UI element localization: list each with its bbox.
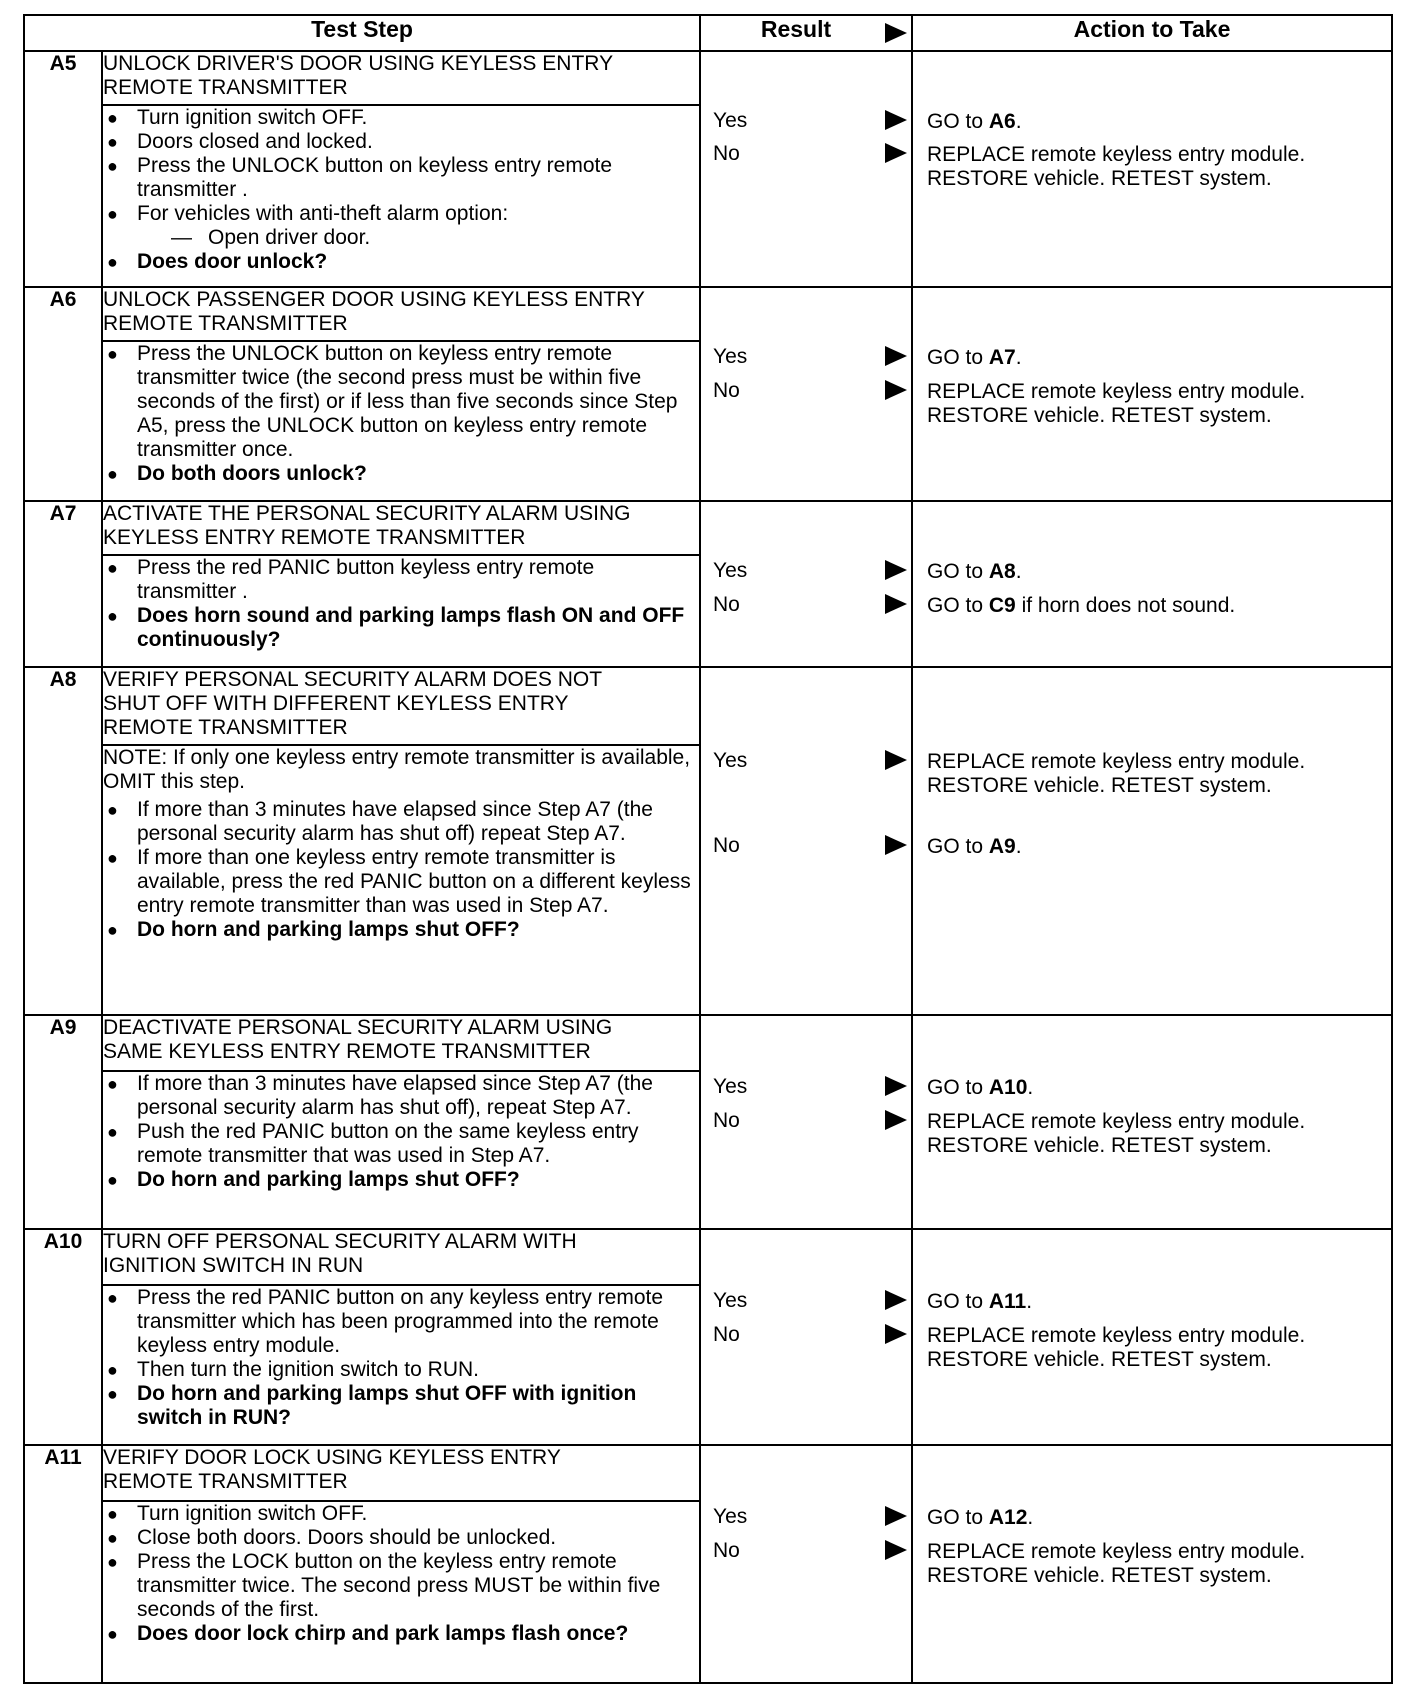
step-title <box>102 1445 700 1501</box>
arrow-right-icon <box>885 835 907 855</box>
arrow-right-icon <box>885 750 907 770</box>
step-title <box>102 1229 700 1285</box>
step-id: A5 <box>24 51 102 287</box>
action-text: GO to <box>927 594 989 617</box>
bullet-item: ● Press the red PANIC button on any keyless entry remote transmitter which has been programmed into the remote keyless entry module. <box>103 1286 699 1358</box>
action-text: . <box>1015 835 1022 858</box>
result-no <box>701 141 911 169</box>
result-no <box>701 378 911 406</box>
step-title-line: ACTIVATE THE PERSONAL SECURITY ALARM USING <box>103 502 631 525</box>
arrow-right-icon <box>885 346 907 366</box>
action-no: REPLACE remote keyless entry module. RESTORE vehicle. RETEST system. <box>927 1324 1306 1371</box>
result-no <box>701 1322 911 1350</box>
diagnostic-table <box>23 14 1393 1684</box>
action-text: GO to <box>927 835 989 858</box>
step-reference: A8 <box>988 560 1016 583</box>
step-body <box>102 745 700 1015</box>
action-text: . <box>1026 1290 1033 1313</box>
step-reference: A6 <box>988 110 1016 133</box>
action-text: . <box>1027 1506 1034 1529</box>
action-yes <box>927 560 1381 584</box>
bullet-question: ● Do both doors unlock? <box>103 462 699 486</box>
result-no-label: No <box>713 1323 740 1346</box>
result-no <box>701 1538 911 1566</box>
arrow-right-icon <box>885 110 907 130</box>
result-cell <box>700 1015 912 1229</box>
sub-item: — Open driver door. <box>137 226 699 250</box>
arrow-right-icon <box>885 1540 907 1560</box>
result-cell <box>700 667 912 1015</box>
result-yes <box>701 108 911 136</box>
bullet-question: ● Does door unlock? <box>103 250 699 274</box>
step-title-line: IGNITION SWITCH IN RUN <box>103 1254 364 1277</box>
step-a9-title-row <box>24 1015 1392 1071</box>
action-yes <box>927 346 1381 370</box>
step-title-line: KEYLESS ENTRY REMOTE TRANSMITTER <box>103 526 526 549</box>
bullet-question: ● Do horn and parking lamps shut OFF? <box>103 1168 699 1192</box>
bullet-text: For vehicles with anti-theft alarm option: <box>137 202 509 225</box>
step-reference: A9 <box>988 835 1016 858</box>
action-no: REPLACE remote keyless entry module. RESTORE vehicle. RETEST system. <box>927 380 1306 427</box>
result-no <box>701 833 911 861</box>
action-cell <box>912 501 1392 667</box>
bullet-item: ● If more than one keyless entry remote transmitter is available, press the red PANIC button on a different keyless entry remote transmitter than was used in Step A7. <box>103 846 699 918</box>
action-yes <box>927 1076 1381 1100</box>
arrow-right-icon <box>885 380 907 400</box>
arrow-right-icon <box>885 1110 907 1130</box>
step-id: A10 <box>24 1229 102 1445</box>
action-text: GO to <box>927 1076 989 1099</box>
result-cell <box>700 1229 912 1445</box>
action-yes: REPLACE remote keyless entry module. RESTORE vehicle. RETEST system. <box>927 750 1306 797</box>
bullet-item: ● Close both doors. Doors should be unlocked. <box>103 1526 699 1550</box>
step-body <box>102 105 700 287</box>
header-test-step: Test Step <box>24 15 700 51</box>
bullet-item: ● Push the red PANIC button on the same keyless entry remote transmitter that was used in Step A7. <box>103 1120 699 1168</box>
diagnostic-table-page <box>23 14 1391 1684</box>
step-id: A7 <box>24 501 102 667</box>
step-a6-title-row <box>24 287 1392 341</box>
action-text: GO to <box>927 110 989 133</box>
step-id: A9 <box>24 1015 102 1229</box>
bullet-question: ● Do horn and parking lamps shut OFF? <box>103 918 699 942</box>
result-no-label: No <box>713 1539 740 1562</box>
result-yes-label: Yes <box>713 345 748 368</box>
bullet-item: ● Turn ignition switch OFF. <box>103 106 699 130</box>
bullet-item: ● Then turn the ignition switch to RUN. <box>103 1358 699 1382</box>
bullet-item: ● Doors closed and locked. <box>103 130 699 154</box>
arrow-right-icon <box>885 594 907 614</box>
bullet-item: ● Press the UNLOCK button on keyless entry remote transmitter . <box>103 154 699 202</box>
step-id: A8 <box>24 667 102 1015</box>
result-no-label: No <box>713 593 740 616</box>
result-yes-label: Yes <box>713 1505 748 1528</box>
step-id: A11 <box>24 1445 102 1683</box>
action-text: GO to <box>927 1290 989 1313</box>
result-yes <box>701 1288 911 1316</box>
bullet-item: ● Press the LOCK button on the keyless entry remote transmitter twice. The second press MUST be within five seconds of the first. <box>103 1550 699 1622</box>
result-yes <box>701 1504 911 1532</box>
bullet-item: ● Press the red PANIC button keyless entry remote transmitter . <box>103 556 699 604</box>
action-cell <box>912 287 1392 501</box>
action-yes <box>927 1506 1381 1530</box>
result-no-label: No <box>713 1109 740 1132</box>
step-reference: A12 <box>988 1506 1028 1529</box>
step-title-line: UNLOCK DRIVER'S DOOR USING KEYLESS ENTRY <box>103 52 614 75</box>
action-yes <box>927 1290 1381 1314</box>
step-title-line: VERIFY PERSONAL SECURITY ALARM DOES NOT <box>103 668 603 691</box>
result-yes-label: Yes <box>713 559 748 582</box>
result-cell <box>700 51 912 287</box>
action-text: . <box>1015 346 1022 369</box>
step-id: A6 <box>24 287 102 501</box>
result-cell <box>700 501 912 667</box>
step-title <box>102 501 700 555</box>
step-title <box>102 1015 700 1071</box>
result-yes-label: Yes <box>713 1289 748 1312</box>
arrow-right-icon <box>885 1076 907 1096</box>
step-reference: A10 <box>988 1076 1028 1099</box>
result-yes <box>701 748 911 776</box>
step-title <box>102 667 700 745</box>
action-text: . <box>1015 560 1022 583</box>
arrow-right-icon <box>885 1324 907 1344</box>
action-no <box>927 835 1381 859</box>
header-result-label: Result <box>760 16 832 42</box>
header-result <box>700 15 912 51</box>
action-yes <box>927 110 1381 134</box>
step-title <box>102 51 700 105</box>
step-a7-title-row <box>24 501 1392 555</box>
step-a10-title-row <box>24 1229 1392 1285</box>
arrow-right-icon <box>885 143 907 163</box>
action-text: GO to <box>927 1506 989 1529</box>
action-no <box>927 594 1381 618</box>
action-text: GO to <box>927 560 989 583</box>
step-title-line: TURN OFF PERSONAL SECURITY ALARM WITH <box>103 1230 577 1253</box>
action-cell <box>912 667 1392 1015</box>
step-body <box>102 1285 700 1445</box>
step-title-line: SAME KEYLESS ENTRY REMOTE TRANSMITTER <box>103 1040 591 1063</box>
action-cell <box>912 1229 1392 1445</box>
bullet-item: ● Press the UNLOCK button on keyless entry remote transmitter twice (the second press must be within five seconds of the first) or if less than five seconds since Step A5, press the UNLOCK button on keyless entry remote transmitter once. <box>103 342 699 462</box>
bullet-question: ● Does door lock chirp and park lamps flash once? <box>103 1622 699 1646</box>
step-reference: C9 <box>988 594 1016 617</box>
step-title-line: VERIFY DOOR LOCK USING KEYLESS ENTRY <box>103 1446 561 1469</box>
step-note: NOTE: If only one keyless entry remote transmitter is available, OMIT this step. <box>103 746 691 793</box>
action-text: . <box>1027 1076 1034 1099</box>
result-no-label: No <box>713 142 740 165</box>
step-title-line: REMOTE TRANSMITTER <box>103 716 348 739</box>
step-reference: A11 <box>988 1290 1027 1313</box>
arrow-right-icon <box>885 1290 907 1310</box>
result-yes-label: Yes <box>713 1075 748 1098</box>
result-yes <box>701 1074 911 1102</box>
action-no: REPLACE remote keyless entry module. RESTORE vehicle. RETEST system. <box>927 1110 1306 1157</box>
step-body <box>102 555 700 667</box>
result-no <box>701 1108 911 1136</box>
arrow-right-icon <box>885 1506 907 1526</box>
step-title-line: REMOTE TRANSMITTER <box>103 76 348 99</box>
step-title-line: DEACTIVATE PERSONAL SECURITY ALARM USING <box>103 1016 613 1039</box>
action-cell <box>912 1015 1392 1229</box>
result-yes <box>701 558 911 586</box>
step-title-line: REMOTE TRANSMITTER <box>103 312 348 335</box>
step-a8-title-row <box>24 667 1392 745</box>
result-cell <box>700 287 912 501</box>
step-body <box>102 1071 700 1229</box>
action-text: GO to <box>927 346 989 369</box>
step-a5-title-row <box>24 51 1392 105</box>
action-cell <box>912 1445 1392 1683</box>
step-title-line: REMOTE TRANSMITTER <box>103 1470 348 1493</box>
step-title <box>102 287 700 341</box>
result-no <box>701 592 911 620</box>
step-reference: A7 <box>988 346 1016 369</box>
result-yes-label: Yes <box>713 109 748 132</box>
arrow-right-icon <box>885 23 907 43</box>
result-yes-label: Yes <box>713 749 748 772</box>
result-cell <box>700 1445 912 1683</box>
step-body <box>102 341 700 501</box>
step-a11-title-row <box>24 1445 1392 1501</box>
action-text: if horn does not sound. <box>1015 594 1236 617</box>
action-text: . <box>1015 110 1022 133</box>
result-no-label: No <box>713 379 740 402</box>
header-row <box>24 15 1392 51</box>
bullet-item <box>103 202 699 250</box>
bullet-question: ● Does horn sound and parking lamps flash ON and OFF continuously? <box>103 604 699 652</box>
arrow-right-icon <box>885 560 907 580</box>
step-title-line: SHUT OFF WITH DIFFERENT KEYLESS ENTRY <box>103 692 569 715</box>
step-body <box>102 1501 700 1683</box>
header-action: Action to Take <box>912 15 1392 51</box>
step-title-line: UNLOCK PASSENGER DOOR USING KEYLESS ENTRY <box>103 288 645 311</box>
bullet-item: ● If more than 3 minutes have elapsed since Step A7 (the personal security alarm has shut off) repeat Step A7. <box>103 798 699 846</box>
bullet-item: ● If more than 3 minutes have elapsed since Step A7 (the personal security alarm has shut off), repeat Step A7. <box>103 1072 699 1120</box>
action-cell <box>912 51 1392 287</box>
action-no: REPLACE remote keyless entry module. RESTORE vehicle. RETEST system. <box>927 1540 1306 1587</box>
result-no-label: No <box>713 834 740 857</box>
action-no: REPLACE remote keyless entry module. RESTORE vehicle. RETEST system. <box>927 143 1306 190</box>
bullet-question: ● Do horn and parking lamps shut OFF with ignition switch in RUN? <box>103 1382 699 1430</box>
result-yes <box>701 344 911 372</box>
bullet-item: ● Turn ignition switch OFF. <box>103 1502 699 1526</box>
